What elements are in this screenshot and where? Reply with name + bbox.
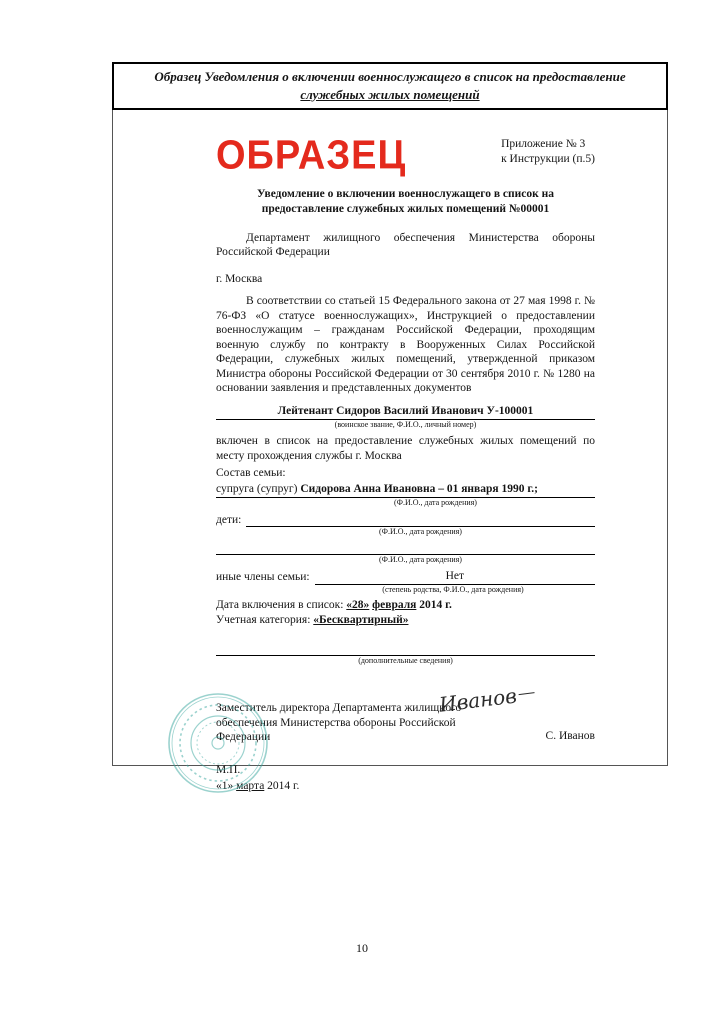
children-caption-2: (Ф.И.О., дата рождения): [379, 555, 462, 565]
other-members-row: [216, 570, 595, 585]
header-title-line1: Образец Уведомления о включении военнослужащего в список на предоставление: [154, 69, 626, 84]
list-date-line: [216, 598, 595, 612]
document-title: [216, 187, 595, 217]
family-label: Состав семьи:: [216, 467, 286, 480]
obrazec-watermark: ОБРАЗЕЦ: [216, 132, 407, 179]
header-title-line2: служебных жилых помещений: [300, 86, 480, 102]
city-line: г. Москва: [216, 272, 263, 285]
list-date-day: «28»: [346, 599, 370, 612]
signature-area: [437, 683, 595, 744]
children-row: [216, 513, 595, 527]
category-value: «Бесквартирный»: [313, 613, 409, 626]
handwritten-signature-text: Иванов: [437, 683, 519, 717]
spouse-label: супруга (супруг): [216, 482, 298, 495]
children-label: дети:: [216, 513, 242, 526]
other-members-line: [315, 570, 595, 585]
category-line: [216, 613, 595, 627]
list-date-month: февраля: [372, 599, 417, 612]
mp-label: М.П.: [216, 763, 241, 776]
appendix-line2: к Инструкции (п.5): [501, 153, 595, 166]
spouse-value: Сидорова Анна Ивановна – 01 января 1990 г.;: [300, 482, 538, 495]
children-blank-line-2: [216, 541, 595, 555]
additional-info-caption: (дополнительные сведения): [358, 656, 453, 666]
page-number: 10: [356, 941, 368, 955]
document-body: [113, 109, 667, 793]
additional-info-blank-line: [216, 641, 595, 656]
serviceman-caption: (воинское звание, Ф.И.О., личный номер): [334, 420, 477, 430]
category-label: Учетная категория:: [216, 613, 311, 626]
children-caption-1: (Ф.И.О., дата рождения): [379, 527, 462, 537]
other-members-label: иные члены семьи:: [216, 571, 310, 584]
document-date-prefix: «1»: [216, 780, 234, 793]
body-paragraph: В соответствии со статьей 15 Федерального закона от 27 мая 1998 г. № 76-ФЗ «О статусе военнослужащих», Инструкцией о предоставлении военнослужащим – гражданам Российской Федерации, проходящим военную службу по контракту в Вооруженных Силах Российской Федерации, служебных жилых помещений, утвержденной приказом Министра обороны Российской Федерации от 30 сентября 2010 г. № 1280 на основании заявления и представленных документов: [216, 295, 595, 395]
scanned-document: [112, 62, 668, 793]
document-header: [112, 62, 668, 110]
document-title-line2: предоставление служебных жилых помещений №00001: [261, 203, 550, 216]
appendix-reference: [501, 135, 595, 167]
other-members-caption: (степень родства, Ф.И.О., дата рождения): [382, 584, 524, 594]
document-date-suffix: 2014 г.: [267, 780, 300, 793]
spouse-line: [216, 482, 595, 498]
document-date-month: марта: [236, 780, 265, 793]
signature-block: [216, 683, 595, 744]
signer-title: Заместитель директора Департамента жилищного обеспечения Министерства обороны Российской Федерации: [216, 702, 462, 744]
spouse-caption: (Ф.И.О., дата рождения): [394, 498, 477, 508]
signer-name: С. Иванов: [545, 730, 595, 743]
document-date-line: [216, 779, 595, 793]
signature-flourish: [519, 692, 535, 695]
department-paragraph: Департамент жилищного обеспечения Министерства обороны Российской Федерации: [216, 231, 595, 259]
document-title-line1: Уведомление о включении военнослужащего в список на: [256, 188, 554, 201]
top-row: [216, 132, 595, 179]
list-date-label: Дата включения в список:: [216, 599, 344, 612]
serviceman-name-line: Лейтенант Сидоров Василий Иванович У-100001: [216, 404, 595, 420]
list-date-year: 2014 г.: [419, 599, 452, 612]
included-paragraph: включен в список на предоставление служебных жилых помещений по месту прохождения службы г. Москва: [216, 435, 595, 462]
appendix-line1: Приложение № 3: [501, 138, 586, 151]
other-members-value: Нет: [445, 569, 465, 582]
handwritten-signature: [438, 681, 536, 718]
